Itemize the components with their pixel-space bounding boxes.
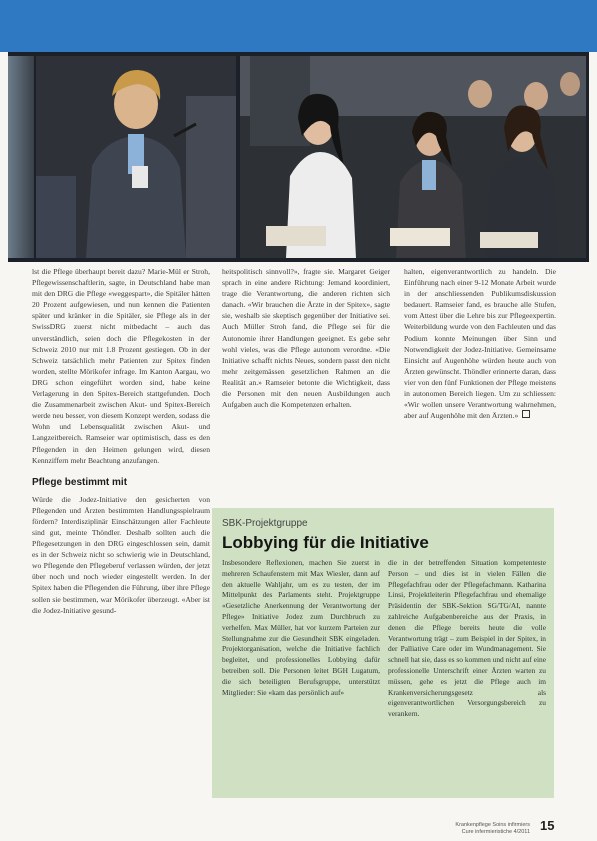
article-paragraph: heitspolitisch sinnvoll?», fragte sie. Margaret Geiger sprach in eine andere Richtung: Jemand koordiniert, trage die Verantwortung, die anderen richten sich danach. «Wir brauchen die Ärzte in der Spitex», sagte sie, weshalb sie skeptisch gegenüber der Initiative sei. Auch Müller Stroh fand, die Pflege sei für die Autonomie ihrer Handlungen geeignet. Es gebe sehr wohl vieles, was die Pflege autonom verordne. «Die Initiative schafft nichts Neues, sondern passt den nicht mehr zeitgemässen gesetzlichen Rahmen an die Realität an.» Ramseier betonte die Wichtigkeit, dass die Personen mit den neuen Ausbildungen auch Aufgaben auch die Kompetenzen erhalten. [222,267,390,410]
article-subheading: Pflege bestimmt mit [32,476,128,488]
article-paragraph: Würde die Jodez-Initiative den gesicherten von Pflegenden und Ärzten bestimmten Handlungsspielraum fördern? Interdisziplinär Einschätzungen aller Fachleute sind gut, meinte Thöndler. Deshalb sollten auch die Pflegesetzungen in den DRG eingeschlossen sein, damit es in der Schweiz nicht so schwierig wie in Deutschland, wo Pflegende den Pflegeberuf verlassen würden, der jetzt über noch und noch wieder eingestellt werden. In der Spitex haben die Pflegenden die Führung, über ihre Pflege sollen sie bestimmen, war Mörikofer überzeugt. «Aber ist die Jodez-Initiative gesund- [32,494,210,615]
article-column-2 [222,266,390,410]
sidebar-title: Lobbying für die Initiative [222,533,429,552]
sidebar-paragraph: Insbesondere Reflexionen, machen Sie zuerst in mehreren Schaufenstern mit Max Wiesler, dann auf den aktuelle Wahljahr, um es zu testen, der im Mittelpunkt des Parlaments steht. Projektgruppe «Gesetzliche Anerkennung der Verantwortung der Pflege» Initiative Jodez zum Durchbruch zu verhelfen. Max Müller, hat vor kurzem Parteien zur Stellungnahme zur die Gesundheit SBK eingeladen. Projektorganisation, welche die Initiative fachlich begleitet, und professionelles Lobbying dafür betreiben soll. Die Personen leitet BGH Lugatum, die sich beteiligten Berufsgruppe, unterstützt Mitglieder: Sie «kam das persönlich auf» [222,558,380,697]
end-of-article-mark [522,410,530,418]
audience-illustration [240,56,586,258]
footer-publication-info [450,822,530,836]
footer-meta-line: Cure infermieristiche 4/2011 [461,829,530,835]
speaker-illustration [36,56,236,258]
sidebar-box [212,508,554,798]
photo-audience [240,56,586,258]
footer-meta-line: Krankenpflege Soins infirmiers [455,822,530,828]
article-paragraph [404,266,556,421]
article-column-1 [32,266,210,616]
photo-strip [8,52,589,262]
photo-speaker [36,56,236,258]
sidebar-column-2 [388,558,546,720]
sidebar-kicker: SBK-Projektgruppe [222,518,308,529]
top-color-band [0,0,597,52]
sidebar-column-1 [222,558,380,698]
article-paragraph: lst die Pflege überhaupt bereit dazu? Marie-Mül er Stroh, Pflegewissenschaftlerin, sagte, in Deutschland habe man mit den DRG die Pflege «weggespart», die Spitäler hätten 20 Prozent aufgewiesen, und nun kennen die Patienten später und kränker in die Spitäler, sie Pflege als in der SwissDRG zuerst nicht mitbedacht – auch das unverständlich, seien doch die Pflegekosten in der Schweiz 2010 nur mit 1.8 Prozent gestiegen. Ob in der Schweiz tatsächlich mehr Patienten zur Spitex finden worden, stellte Mörikofer infrage. Im Kanton Aargau, wo DRG schon eingeführt worden sind, habe keine Verlagerung in den Spitex-Bereich stattgefunden. Doch die Zusammenarbeit zwischen Akut- und Spitex-Bereich werde neu besser, von diesem Konzept werden, sodass die Wohn und Lebensqualität zwischen Akut- und Langzeitbereich. Ramseier war optimistisch, dass es den Pflegenden in den Heimen gelungen wird, diesen Kennziffern mehr Beachtung anzufangen. [32,267,210,465]
page-number: 15 [540,818,555,833]
article-column-3 [404,266,556,421]
sidebar-paragraph: die in der betreffenden Situation kompetenteste Person – und dies ist in vielen Fällen die Pflegefachfrau oder der Pflegefachmann. Katharina Linsi, Projektleiterin Pflegefachfrau und ehemalige Präsidentin der SBK-Sektion SG/TG/AI, nannte zahlreiche Aufgabenbereiche aus der Praxis, in denen die Pflege bereits heute die volle Verantwortung trägt – zum Beispiel in der Spitex, in der Palliative Care oder im Wundmanagement. Sie schnell hat sie, dass es so kommen und nicht auf eine professionelle Unterschrift einer Ärzten warten zu müssen, gehe es jetzt die Pflege auch im Krankenversicherungsgesetz als eigenverantwortlichen Versorgungsbereich zu verankern. [388,558,546,719]
article-paragraph-text: halten, eigenverantwortlich zu handeln. Die Einführung nach einer 9-12 Monate Arbeit wurde in der anschliessenden Publikumsdiskussion bedauert. Ramseier fand, es brauche alle Stufen, vom Attest über die Lehre bis zur Pflegeexpertin. Weiterbildung wurde von den Fachleuten und das Podium konnte Meinungen über Sinn und Notwendigkeit der Jodez-Initiative. Gemeinsame Einsicht auf Augenhöhe würden heute auch von Ärzten gewünscht. Thöndler erinnerte daran, dass vier von den fünf Funktionen der Pflege meistens in autonomen Bereich liegen. Um zu schliessen: «Wir wollen unsere Verantwortung wahrnehmen, aber auf Augenhöhe mit den Ärzten.» [404,267,556,421]
photo-edge-crop [8,56,34,258]
